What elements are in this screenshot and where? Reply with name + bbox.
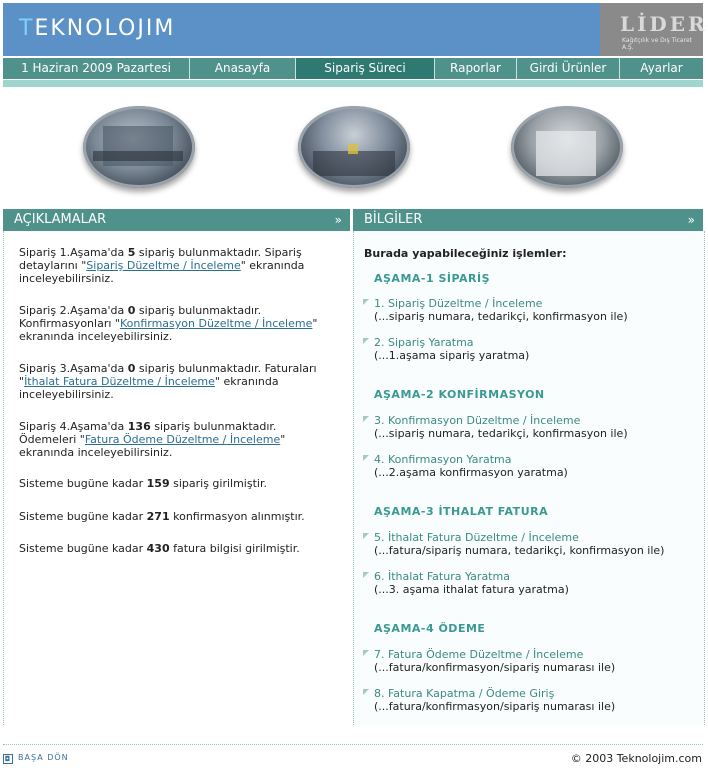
operation-item: 1. Sipariş Düzeltme / İnceleme (...sipariş numara, tedarikçi, konfirmasyon ile) (363, 297, 628, 323)
operation-item: 5. İthalat Fatura Düzeltme / İnceleme (...fatura/sipariş numara, tedarikçi, konfirmasyon ile) (363, 531, 664, 557)
operation-link[interactable]: 4. Konfirmasyon Yaratma (374, 453, 512, 466)
bullet-icon (363, 689, 369, 695)
total-orders-stat: Sisteme bugüne kadar 159 sipariş girilmiştir. (19, 477, 267, 490)
operation-link[interactable]: 2. Sipariş Yaratma (374, 336, 474, 349)
aciklamalar-header (3, 209, 350, 231)
bullet-icon (363, 416, 369, 422)
top-nav (3, 58, 703, 79)
chevron-down-icon[interactable]: » (687, 213, 695, 227)
footer-divider (3, 744, 703, 746)
bilgiler-header (353, 209, 703, 231)
ithalat-fatura-duzeltme-link[interactable]: İthalat Fatura Düzeltme / İnceleme (24, 375, 215, 388)
stage4-heading: AŞAMA-4 ÖDEME (374, 622, 486, 635)
operation-item: 3. Konfirmasyon Düzeltme / İnceleme (...sipariş numara, tedarikçi, konfirmasyon ile) (363, 414, 628, 440)
header-banner (3, 3, 708, 56)
operation-link[interactable]: 5. İthalat Fatura Düzeltme / İnceleme (374, 531, 579, 544)
nav-item-girdi-urunler[interactable]: Girdi Ürünler (529, 61, 607, 75)
operation-link[interactable]: 6. İthalat Fatura Yaratma (374, 570, 510, 583)
app-logo[interactable]: TEKNOLOJIM (19, 16, 176, 41)
bullet-icon (363, 338, 369, 344)
copyright-text: © 2003 Teknolojim.com (570, 752, 702, 765)
partner-tagline: Kağıtçılık ve Dış Ticaret A.Ş. (622, 37, 692, 51)
stage2-heading: AŞAMA-2 KONFİRMASYON (374, 388, 545, 401)
operation-link[interactable]: 8. Fatura Kapatma / Ödeme Giriş (374, 687, 555, 700)
operation-item: 6. İthalat Fatura Yaratma (...3. aşama ithalat fatura yaratma) (363, 570, 569, 596)
stage3-heading: AŞAMA-3 İTHALAT FATURA (374, 505, 549, 518)
back-to-top-link[interactable]: ◘ BAŞA DÖN (4, 753, 69, 763)
operation-link[interactable]: 7. Fatura Ödeme Düzeltme / İnceleme (374, 648, 584, 661)
nav-date: 1 Haziran 2009 Pazartesi (21, 61, 171, 75)
stage1-heading: AŞAMA-1 SİPARİŞ (374, 272, 491, 285)
stage2-summary: Sipariş 2.Aşama'da 0 sipariş bulunmaktadır. Konfirmasyonları "Konfirmasyon Düzeltme / İnceleme" ekranında inceleyebilirsiniz. (19, 304, 318, 343)
bullet-icon (363, 533, 369, 539)
nav-item-anasayfa[interactable]: Anasayfa (214, 61, 271, 75)
nav-item-siparis-sureci[interactable]: Sipariş Süreci (296, 58, 434, 79)
konfirmasyon-duzeltme-link[interactable]: Konfirmasyon Düzeltme / İnceleme (119, 317, 313, 330)
factory-interior-photo (83, 106, 195, 188)
operation-item: 8. Fatura Kapatma / Ödeme Giriş (...fatura/konfirmasyon/sipariş numarası ile) (363, 687, 615, 713)
operation-link[interactable]: 3. Konfirmasyon Düzeltme / İnceleme (374, 414, 581, 427)
total-invoices-stat: Sisteme bugüne kadar 430 fatura bilgisi girilmiştir. (19, 542, 300, 555)
siparis-duzeltme-link[interactable]: Sipariş Düzeltme / İnceleme (86, 259, 241, 272)
fatura-odeme-duzeltme-link[interactable]: Fatura Ödeme Düzeltme / İnceleme (84, 433, 281, 446)
operation-link[interactable]: 1. Sipariş Düzeltme / İnceleme (374, 297, 543, 310)
bilgiler-title: BİLGİLER (364, 212, 423, 227)
aciklamalar-panel (3, 231, 351, 725)
arrow-up-icon: ◘ (4, 755, 12, 763)
bullet-icon (363, 455, 369, 461)
nav-underline (3, 80, 703, 87)
stage4-summary: Sipariş 4.Aşama'da 136 sipariş bulunmaktadır. Ödemeleri "Fatura Ödeme Düzeltme / İnceleme" ekranında inceleyebilirsiniz. (19, 420, 286, 459)
operation-item: 7. Fatura Ödeme Düzeltme / İnceleme (...fatura/konfirmasyon/sipariş numarası ile) (363, 648, 615, 674)
partner-name: LİDER (620, 12, 708, 36)
bullet-icon (363, 299, 369, 305)
partner-logo (600, 3, 708, 56)
bullet-icon (363, 650, 369, 656)
stage1-summary: Sipariş 1.Aşama'da 5 sipariş bulunmaktadır. Sipariş detaylarını "Sipariş Düzeltme / İnceleme" ekranında inceleyebilirsiniz. (19, 246, 305, 285)
bilgiler-panel (353, 231, 705, 725)
bullet-icon (363, 572, 369, 578)
aciklamalar-title: AÇIKLAMALAR (14, 212, 107, 227)
stage3-summary: Sipariş 3.Aşama'da 0 sipariş bulunmaktadır. Faturaları "İthalat Fatura Düzeltme / İnceleme" ekranında inceleyebilirsiniz. (19, 362, 317, 401)
operation-item: 4. Konfirmasyon Yaratma (...2.aşama konfirmasyon yaratma) (363, 453, 568, 479)
nav-item-raporlar[interactable]: Raporlar (450, 61, 501, 75)
operations-intro: Burada yapabileceğiniz işlemler: (364, 247, 567, 260)
nav-item-ayarlar[interactable]: Ayarlar (640, 61, 683, 75)
paper-roll-machine-photo (511, 106, 623, 188)
operation-item: 2. Sipariş Yaratma (...1.aşama sipariş yaratma) (363, 336, 529, 362)
total-confirmations-stat: Sisteme bugüne kadar 271 konfirmasyon alınmıştır. (19, 510, 305, 523)
chevron-down-icon[interactable]: » (334, 213, 342, 227)
warehouse-forklift-photo (298, 106, 410, 188)
